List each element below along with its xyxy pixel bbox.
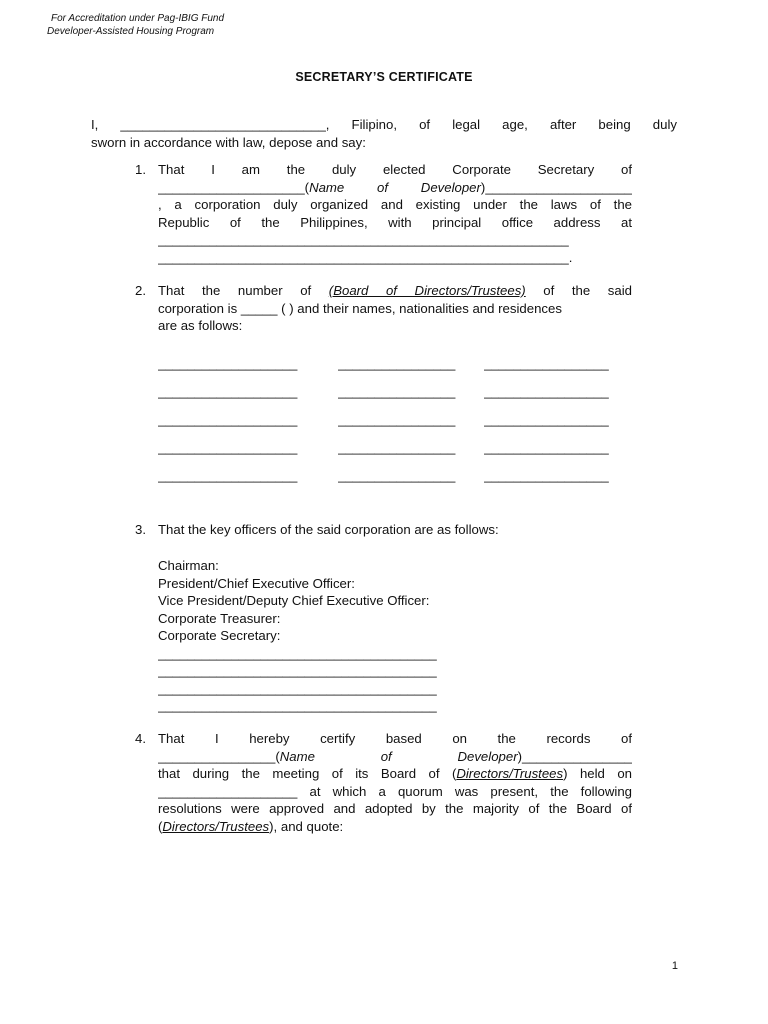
officer-blank-line: ______________________________________ xyxy=(158,663,437,678)
director-name-blank: ___________________ xyxy=(158,468,298,483)
item-3-text: That the key officers of the said corporation are as follows: xyxy=(158,522,499,537)
director-nationality-blank: ________________ xyxy=(338,356,456,371)
item-1-address-blank-2: ________________________________________________________. xyxy=(158,249,573,265)
officer-vice-president: Vice President/Deputy Chief Executive Officer: xyxy=(158,593,430,608)
director-row xyxy=(158,439,632,457)
director-row xyxy=(158,383,632,401)
officer-blank-line: ______________________________________ xyxy=(158,680,437,696)
intro-line-1: I, ____________________________, Filipino, of legal age, after being duly xyxy=(91,117,677,132)
item-4-line-5: resolutions were approved and adopted by the majority of the Board of xyxy=(158,801,632,816)
officer-chairman: Chairman: xyxy=(158,558,219,573)
item-4-directors-label: Directors/Trustees xyxy=(456,766,564,781)
director-residence-blank: _________________ xyxy=(484,468,609,483)
item-4-line-3 xyxy=(158,765,632,783)
item-2-line-3: are as follows: xyxy=(158,318,243,333)
director-name-blank: ___________________ xyxy=(158,384,298,399)
item-2-line-1 xyxy=(158,282,632,300)
item-3-number: 3. xyxy=(135,522,146,537)
director-nationality-blank: ________________ xyxy=(338,412,456,427)
item-4-line-6 xyxy=(158,818,632,836)
item-4-developer-line xyxy=(158,748,632,766)
item-1-number: 1. xyxy=(135,162,146,177)
item-1-paragraph xyxy=(158,161,632,266)
item-2-paragraph xyxy=(158,282,632,335)
intro-line-2: sworn in accordance with law, depose and say: xyxy=(91,134,366,150)
director-nationality-blank: ________________ xyxy=(338,384,456,399)
director-row xyxy=(158,355,632,373)
item-4-line-4: ___________________ at which a quorum was present, the following xyxy=(158,783,632,799)
director-nationality-blank: ________________ xyxy=(338,440,456,455)
item-4-directors-label-2: Directors/Trustees xyxy=(162,818,270,834)
director-nationality-blank: ________________ xyxy=(338,468,456,483)
item-2-board-label: (Board of Directors/Trustees) xyxy=(328,283,526,298)
director-row xyxy=(158,467,632,485)
director-name-blank: ___________________ xyxy=(158,412,298,427)
item-4-line-3-post: ) held on xyxy=(563,766,632,781)
item-4-line-6-post: ), and quote: xyxy=(269,818,344,834)
director-row xyxy=(158,411,632,429)
item-1-blank-left: ____________________( xyxy=(158,179,310,195)
director-residence-blank: _________________ xyxy=(484,384,609,399)
item-1-blank-right: )____________________ xyxy=(480,179,632,195)
item-1-line-3: , a corporation duly organized and existing under the laws of the xyxy=(158,197,632,212)
director-name-blank: ___________________ xyxy=(158,440,298,455)
item-2-line-1-pre: That the number of xyxy=(158,283,329,298)
officers-list xyxy=(158,557,488,715)
item-4-paragraph xyxy=(158,730,632,835)
item-4-line-6-pre: ( xyxy=(158,818,163,834)
director-residence-blank: _________________ xyxy=(484,440,609,455)
item-1-address-blank-1: ________________________________________________________ xyxy=(158,232,569,247)
item-4-line-1: That I hereby certify based on the records of xyxy=(158,731,632,746)
officer-president: President/Chief Executive Officer: xyxy=(158,575,355,591)
item-2-number: 2. xyxy=(135,283,146,298)
director-name-blank: ___________________ xyxy=(158,356,298,371)
document-title: SECRETARY’S CERTIFICATE xyxy=(295,70,473,84)
page-number: 1 xyxy=(671,960,678,972)
item-4-blank-left: ________________( xyxy=(158,748,280,764)
item-3-line-1 xyxy=(158,521,632,539)
director-residence-blank: _________________ xyxy=(484,412,609,427)
director-residence-blank: _________________ xyxy=(484,356,609,371)
item-4-number: 4. xyxy=(135,731,146,746)
officer-blank-line: ______________________________________ xyxy=(158,645,437,661)
item-1-line-4: Republic of the Philippines, with principal office address at xyxy=(158,214,632,230)
officer-secretary: Corporate Secretary: xyxy=(158,628,281,643)
intro-paragraph xyxy=(91,116,677,151)
officer-blank-line: ______________________________________ xyxy=(158,698,437,713)
item-1-line-1: That I am the duly elected Corporate Secretary of xyxy=(158,162,632,177)
item-4-line-3-pre: that during the meeting of its Board of ( xyxy=(158,766,457,781)
header-line-2: Developer-Assisted Housing Program xyxy=(47,26,215,37)
document-header xyxy=(47,12,224,38)
item-4-blank-right: )_______________ xyxy=(517,748,632,764)
item-2-line-1-post: of the said xyxy=(525,283,632,298)
item-4-developer-label: Name of Developer xyxy=(279,748,518,764)
item-2-line-2: corporation is _____ ( ) and their names, nationalities and residences xyxy=(158,300,562,316)
item-1-developer-line xyxy=(158,179,632,197)
officer-treasurer: Corporate Treasurer: xyxy=(158,610,281,626)
header-line-1: For Accreditation under Pag-IBIG Fund xyxy=(51,13,225,24)
item-1-developer-label: Name of Developer xyxy=(309,179,481,195)
